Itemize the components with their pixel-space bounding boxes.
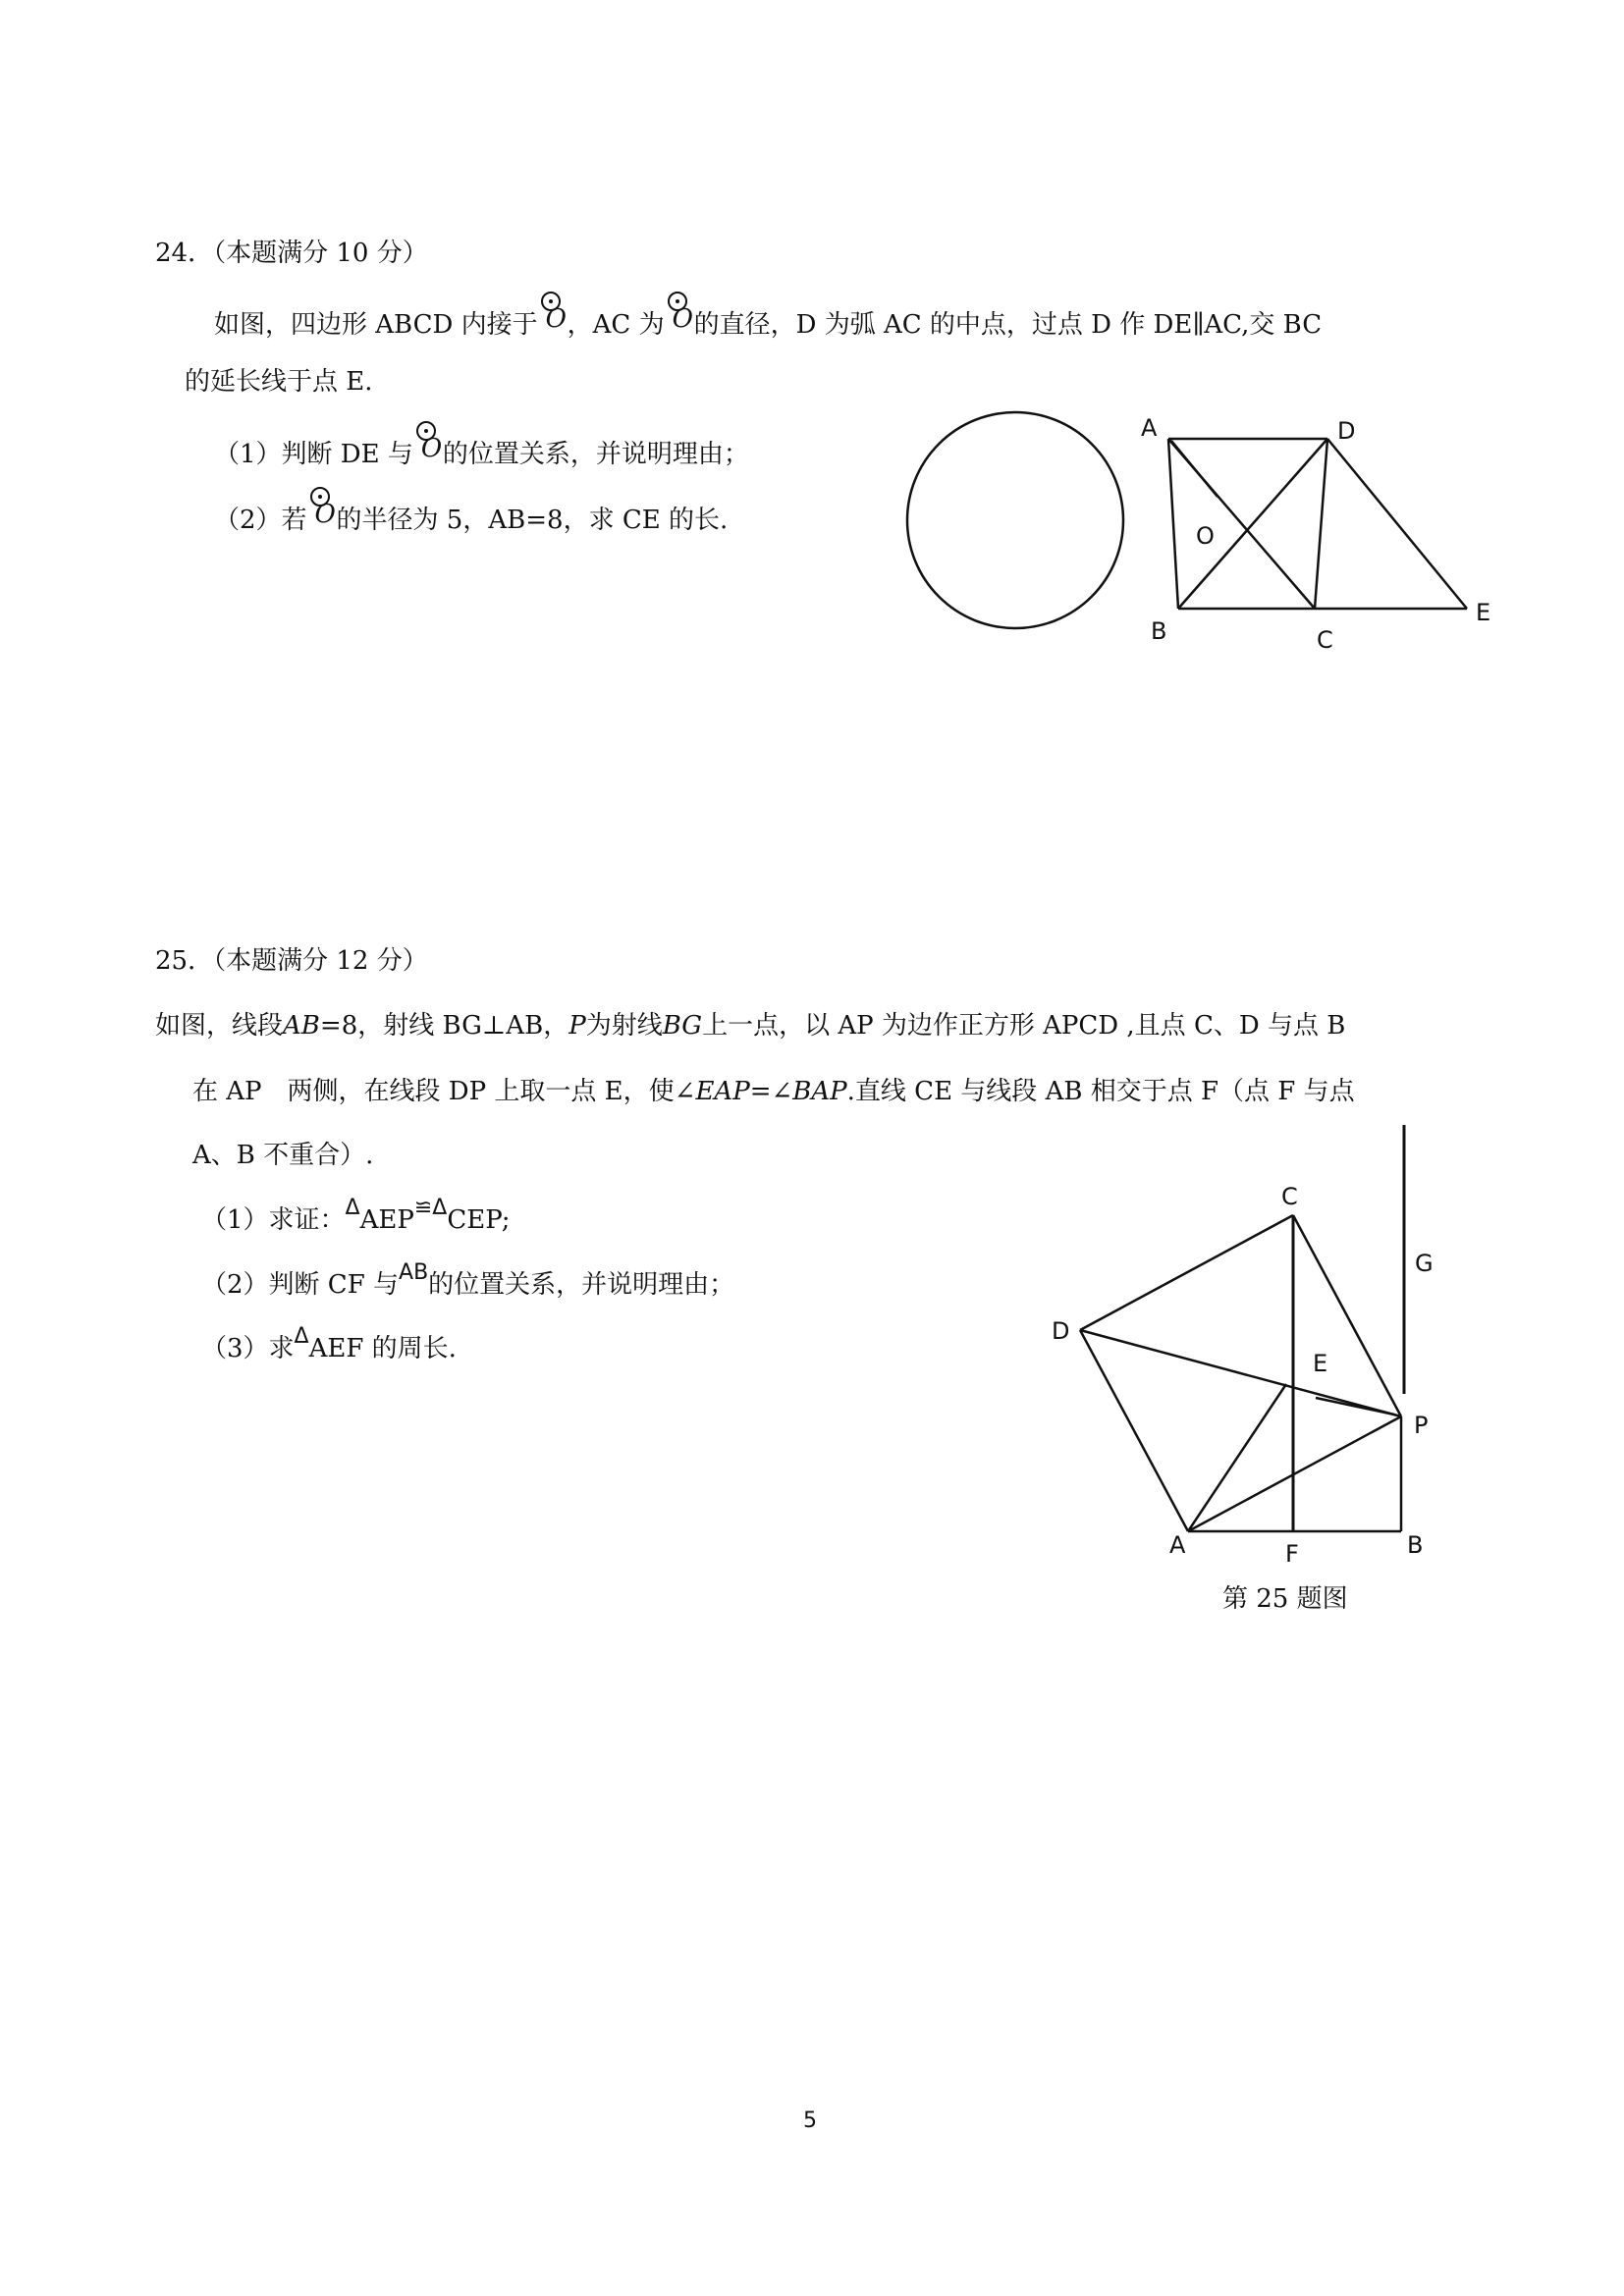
q25-seg-dp	[1080, 1330, 1401, 1416]
q25-stem-line2: 在 AP 两侧，在线段 DP 上取一点 E，使∠EAP=∠BAP.直线 CE 与线段 AB 相交于点 F（点 F 与点	[192, 1077, 1355, 1106]
q25-part2: （2）判断 CF 与$^{AB}$的位置关系，并说明理由；	[201, 1260, 735, 1300]
q25-label-c: C	[1281, 1183, 1298, 1210]
q25-seg-e-p	[1316, 1398, 1394, 1415]
q25-figure-caption: 第 25 题图	[1222, 1584, 1348, 1614]
q25-label-g: G	[1415, 1250, 1434, 1277]
circle-o-symbol: O	[538, 299, 568, 333]
circle-o-symbol: O	[665, 299, 694, 333]
q25-part3: （3）求$^\Delta$AEF 的周长.	[201, 1324, 457, 1363]
q25-label-p: P	[1414, 1412, 1429, 1439]
page-number: 5	[803, 2109, 817, 2133]
q25-seg-ad	[1080, 1330, 1188, 1531]
q24-label-e: E	[1476, 599, 1491, 626]
q25-label-b: B	[1407, 1531, 1424, 1559]
q24-header: 24．（本题满分 10 分）	[155, 239, 428, 268]
q25-label-f: F	[1285, 1540, 1299, 1568]
q24-label-c: C	[1317, 626, 1333, 654]
q25-header: 25．（本题满分 12 分）	[155, 946, 428, 976]
q25-label-a: A	[1169, 1531, 1186, 1559]
q25-seg-ae	[1188, 1384, 1286, 1531]
q25-label-d: D	[1052, 1317, 1070, 1345]
q24-stem-line2: 的延长线于点 E.	[185, 367, 373, 397]
circle-o-symbol: O	[307, 495, 337, 528]
q24-part2: （2）若 O 的半径为 5，AB=8，求 CE 的长.	[214, 495, 728, 537]
circle-o-symbol: O	[413, 429, 443, 462]
q25-seg-dc	[1080, 1215, 1293, 1330]
q24-label-b: B	[1151, 617, 1167, 645]
q24-stem-line1: 如图，四边形 ABCD 内接于 O ，AC 为 O 的直径，D 为弧 AC 的中点，过点 D 作 DE∥AC,交 BC	[214, 299, 1322, 342]
q24-label-d: D	[1337, 417, 1356, 445]
q25-stem-line1: 如图，线段AB=8，射线 BG⊥AB，P为射线BG上一点，以 AP 为边作正方形 APCD ,且点 C、D 与点 B	[155, 1011, 1346, 1041]
q24-label-a: A	[1141, 414, 1158, 442]
q25-part1: （1）求证：$^\Delta AEP^{≌\Delta}CEP$;	[201, 1196, 511, 1235]
q24-part1: （1）判断 DE 与 O 的位置关系，并说明理由；	[214, 429, 749, 471]
q25-seg-cp	[1293, 1215, 1401, 1416]
q25-label-e: E	[1313, 1350, 1328, 1377]
q25-stem-line3: A、B 不重合）.	[192, 1141, 374, 1170]
q24-label-o: O	[1196, 522, 1215, 550]
